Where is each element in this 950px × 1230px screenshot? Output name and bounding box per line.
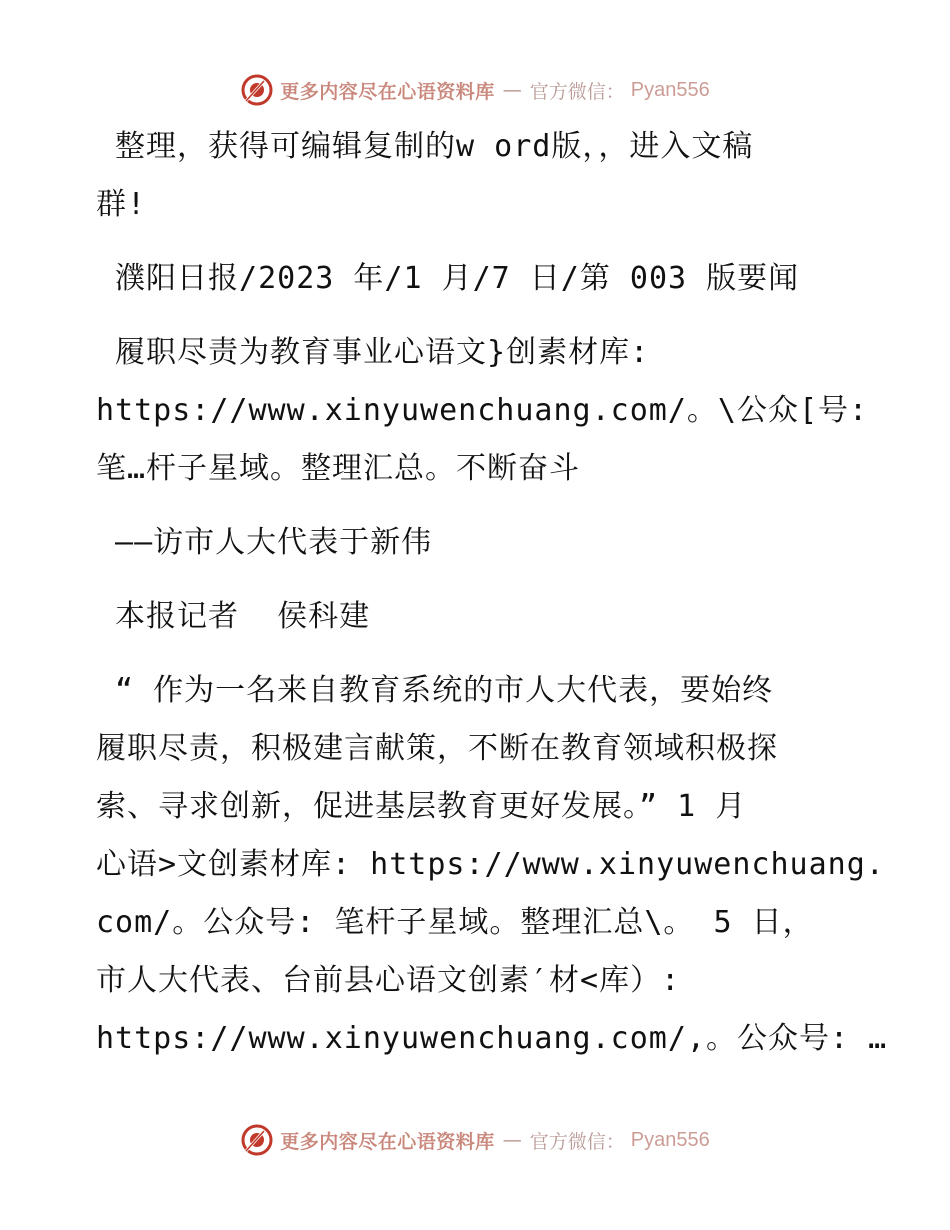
text-line: 本报记者 侯科建: [96, 599, 371, 634]
text-line: 履职尽责为教育事业心语文}创素材库:: [96, 335, 650, 370]
banner-text: 更多内容尽在心语资料库: [280, 1130, 495, 1153]
text-line: “ 作为一名来自教育系统的市人大代表，要始终: [96, 673, 774, 708]
logo-icon: [240, 73, 274, 107]
logo-icon: [240, 1123, 274, 1157]
document-body: [96, 118, 888, 1068]
text-line: 整理，获得可编辑复制的w ord版，，进入文稿: [96, 129, 754, 164]
page-header-banner: [0, 72, 950, 108]
text-line: 濮阳日报/2023 年/1 月/7 日/第 003 版要闻: [96, 261, 800, 296]
banner-wechat-label: 官方微信：: [529, 80, 625, 103]
text-line: https://www.xinyuwenchuang.com/,。公众号: …: [96, 1021, 888, 1056]
text-line: ——访市人大代表于新伟: [96, 525, 433, 560]
page-footer-banner: [0, 1122, 950, 1158]
banner-dash: —: [502, 79, 522, 101]
banner-wechat-id: Pyan556: [630, 78, 710, 101]
text-line: com/。公众号: 笔杆子星域。整理汇总\。 5 日，: [96, 905, 814, 940]
banner-wechat-id: Pyan556: [630, 1128, 710, 1151]
text-line: 履职尽责，积极建言献策，不断在教育领域积极探: [96, 731, 778, 766]
text-line: 索、寻求创新，促进基层教育更好发展。” 1 月: [96, 789, 747, 824]
text-line: 群!: [96, 187, 147, 222]
text-line: 笔…杆子星域。整理汇总。不断奋斗: [96, 451, 581, 486]
banner-text: 更多内容尽在心语资料库: [280, 80, 495, 103]
text-line: 市人大代表、台前县心语文创素′材<库）:: [96, 963, 681, 998]
banner-dash: —: [502, 1129, 522, 1151]
banner-wechat-label: 官方微信：: [529, 1130, 625, 1153]
text-line: 心语>文创素材库: https://www.xinyuwenchuang.: [96, 847, 885, 882]
text-line: https://www.xinyuwenchuang.com/。\公众[号:: [96, 393, 869, 428]
